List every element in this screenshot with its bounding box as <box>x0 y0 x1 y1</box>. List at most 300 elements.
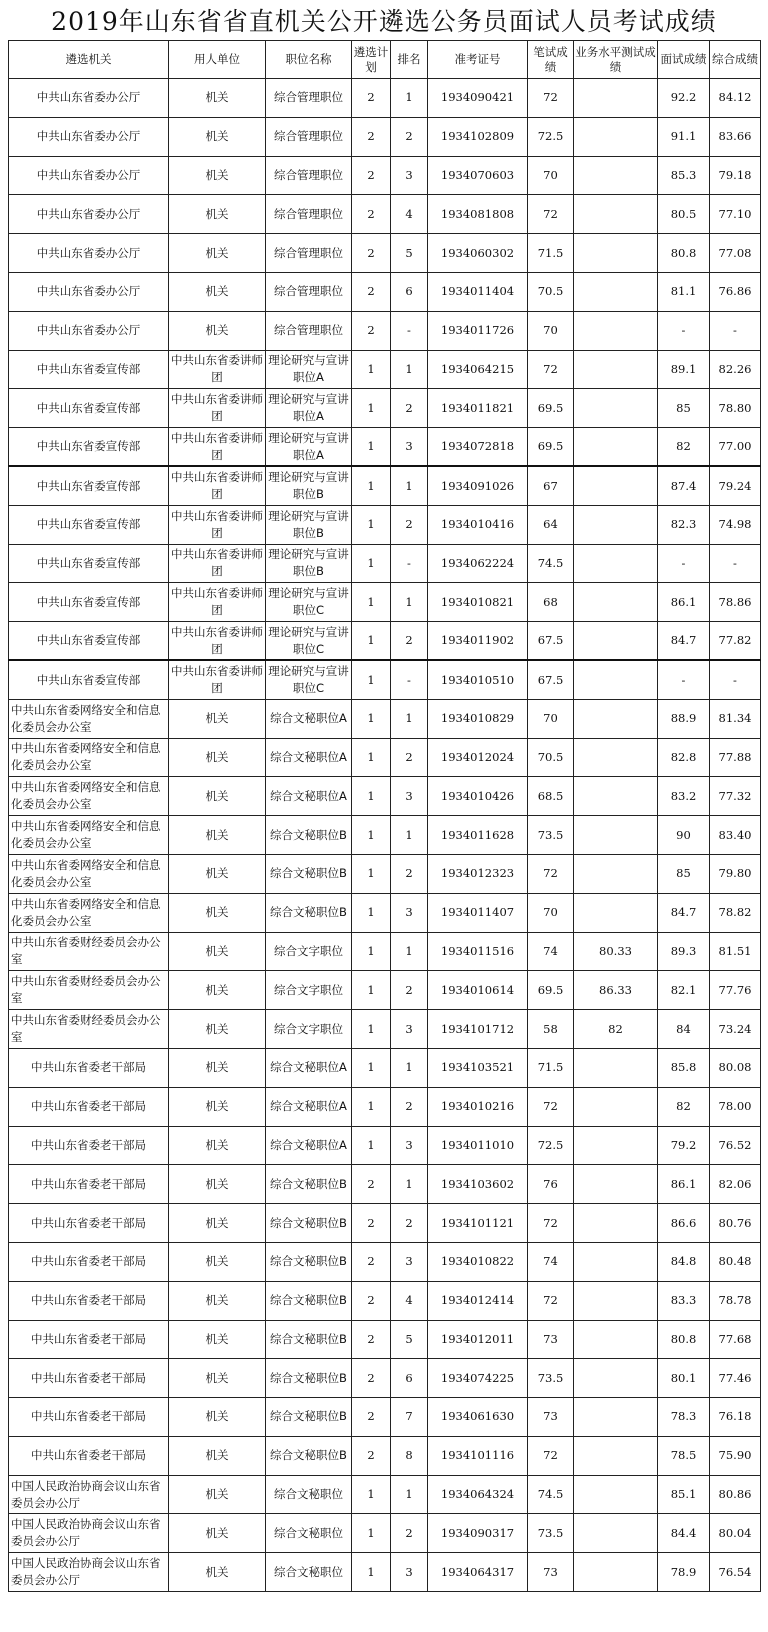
table-row <box>9 932 761 971</box>
ticket-cell: 1934070603 <box>428 156 528 195</box>
plan-cell: 2 <box>352 1281 391 1320</box>
total-score-cell: 77.88 <box>710 738 761 777</box>
written-score-cell: 69.5 <box>528 389 574 428</box>
agency-cell: 中共山东省委宣传部 <box>9 660 169 699</box>
ticket-cell: 1934102809 <box>428 117 528 156</box>
col-header: 遴选计划 <box>352 41 391 79</box>
skill-test-cell <box>574 699 658 738</box>
rank-cell: 1 <box>391 1475 428 1514</box>
interview-score-cell: 84.7 <box>658 893 710 932</box>
unit-cell: 机关 <box>169 1010 266 1049</box>
total-score-cell: 78.78 <box>710 1281 761 1320</box>
interview-score-cell: 84 <box>658 1010 710 1049</box>
ticket-cell: 1934010216 <box>428 1087 528 1126</box>
ticket-cell: 1934101116 <box>428 1436 528 1475</box>
unit-cell: 机关 <box>169 195 266 234</box>
position-cell: 综合文秘职位 <box>266 1475 352 1514</box>
position-cell: 综合文秘职位B <box>266 893 352 932</box>
interview-score-cell: 86.1 <box>658 1165 710 1204</box>
agency-cell: 中共山东省委办公厅 <box>9 311 169 350</box>
position-cell: 综合文秘职位B <box>266 1204 352 1243</box>
written-score-cell: 70 <box>528 156 574 195</box>
unit-cell: 机关 <box>169 1320 266 1359</box>
skill-test-cell <box>574 1359 658 1398</box>
agency-cell: 中共山东省委老干部局 <box>9 1359 169 1398</box>
written-score-cell: 68 <box>528 583 574 622</box>
written-score-cell: 70 <box>528 893 574 932</box>
total-score-cell: - <box>710 544 761 583</box>
written-score-cell: 68.5 <box>528 777 574 816</box>
table-row <box>9 1204 761 1243</box>
agency-cell: 中共山东省委网络安全和信息化委员会办公室 <box>9 816 169 855</box>
col-header: 综合成绩 <box>710 41 761 79</box>
rank-cell: 2 <box>391 389 428 428</box>
written-score-cell: 70.5 <box>528 272 574 311</box>
written-score-cell: 73 <box>528 1320 574 1359</box>
interview-score-cell: 89.1 <box>658 350 710 389</box>
skill-test-cell <box>574 156 658 195</box>
table-row <box>9 389 761 428</box>
total-score-cell: 76.18 <box>710 1398 761 1437</box>
ticket-cell: 1934010821 <box>428 583 528 622</box>
total-score-cell: 81.51 <box>710 932 761 971</box>
plan-cell: 1 <box>352 777 391 816</box>
rank-cell: - <box>391 311 428 350</box>
skill-test-cell <box>574 466 658 505</box>
written-score-cell: 72 <box>528 1281 574 1320</box>
plan-cell: 1 <box>352 1048 391 1087</box>
ticket-cell: 1934011628 <box>428 816 528 855</box>
agency-cell: 中共山东省委办公厅 <box>9 117 169 156</box>
position-cell: 综合文秘职位A <box>266 777 352 816</box>
agency-cell: 中共山东省委网络安全和信息化委员会办公室 <box>9 738 169 777</box>
rank-cell: 1 <box>391 816 428 855</box>
ticket-cell: 1934011010 <box>428 1126 528 1165</box>
ticket-cell: 1934010416 <box>428 505 528 544</box>
position-cell: 综合文秘职位B <box>266 1436 352 1475</box>
skill-test-cell <box>574 505 658 544</box>
position-cell: 综合管理职位 <box>266 234 352 273</box>
col-header: 用人单位 <box>169 41 266 79</box>
interview-score-cell: 91.1 <box>658 117 710 156</box>
written-score-cell: 72 <box>528 350 574 389</box>
ticket-cell: 1934103602 <box>428 1165 528 1204</box>
agency-cell: 中共山东省委老干部局 <box>9 1320 169 1359</box>
agency-cell: 中共山东省委办公厅 <box>9 156 169 195</box>
rank-cell: 3 <box>391 1553 428 1592</box>
rank-cell: 1 <box>391 1165 428 1204</box>
unit-cell: 中共山东省委讲师团 <box>169 544 266 583</box>
rank-cell: 8 <box>391 1436 428 1475</box>
total-score-cell: 77.76 <box>710 971 761 1010</box>
position-cell: 综合管理职位 <box>266 272 352 311</box>
interview-score-cell: 82.3 <box>658 505 710 544</box>
written-score-cell: 67.5 <box>528 622 574 661</box>
table-row <box>9 544 761 583</box>
rank-cell: 3 <box>391 1242 428 1281</box>
total-score-cell: 79.24 <box>710 466 761 505</box>
written-score-cell: 69.5 <box>528 428 574 467</box>
table-row <box>9 1126 761 1165</box>
table-row <box>9 583 761 622</box>
total-score-cell: 77.68 <box>710 1320 761 1359</box>
written-score-cell: 72.5 <box>528 1126 574 1165</box>
plan-cell: 1 <box>352 1553 391 1592</box>
ticket-cell: 1934011902 <box>428 622 528 661</box>
total-score-cell: 79.18 <box>710 156 761 195</box>
interview-score-cell: 80.5 <box>658 195 710 234</box>
table-row <box>9 1553 761 1592</box>
plan-cell: 1 <box>352 466 391 505</box>
total-score-cell: 80.04 <box>710 1514 761 1553</box>
total-score-cell: 83.40 <box>710 816 761 855</box>
unit-cell: 机关 <box>169 854 266 893</box>
table-row <box>9 79 761 118</box>
table-row <box>9 1087 761 1126</box>
interview-score-cell: 86.1 <box>658 583 710 622</box>
ticket-cell: 1934103521 <box>428 1048 528 1087</box>
position-cell: 综合文秘职位A <box>266 738 352 777</box>
written-score-cell: 74 <box>528 1242 574 1281</box>
rank-cell: 2 <box>391 1087 428 1126</box>
interview-score-cell: 82 <box>658 428 710 467</box>
agency-cell: 中共山东省委网络安全和信息化委员会办公室 <box>9 699 169 738</box>
skill-test-cell <box>574 738 658 777</box>
total-score-cell: 76.86 <box>710 272 761 311</box>
position-cell: 综合文秘职位B <box>266 816 352 855</box>
table-row <box>9 350 761 389</box>
plan-cell: 2 <box>352 117 391 156</box>
interview-score-cell: 82.1 <box>658 971 710 1010</box>
total-score-cell: 77.32 <box>710 777 761 816</box>
plan-cell: 1 <box>352 971 391 1010</box>
col-header: 遴选机关 <box>9 41 169 79</box>
skill-test-cell: 80.33 <box>574 932 658 971</box>
ticket-cell: 1934012323 <box>428 854 528 893</box>
interview-score-cell: 85.8 <box>658 1048 710 1087</box>
rank-cell: 2 <box>391 505 428 544</box>
rank-cell: 1 <box>391 583 428 622</box>
plan-cell: 1 <box>352 854 391 893</box>
agency-cell: 中共山东省委宣传部 <box>9 466 169 505</box>
interview-score-cell: 84.7 <box>658 622 710 661</box>
skill-test-cell <box>574 893 658 932</box>
plan-cell: 1 <box>352 932 391 971</box>
total-score-cell: 80.76 <box>710 1204 761 1243</box>
plan-cell: 1 <box>352 350 391 389</box>
written-score-cell: 70.5 <box>528 738 574 777</box>
total-score-cell: - <box>710 311 761 350</box>
table-row <box>9 1242 761 1281</box>
table-row <box>9 272 761 311</box>
ticket-cell: 1934011404 <box>428 272 528 311</box>
position-cell: 综合管理职位 <box>266 195 352 234</box>
ticket-cell: 1934074225 <box>428 1359 528 1398</box>
col-header: 排名 <box>391 41 428 79</box>
position-cell: 理论研究与宣讲职位B <box>266 505 352 544</box>
written-score-cell: 67.5 <box>528 660 574 699</box>
total-score-cell: 82.06 <box>710 1165 761 1204</box>
ticket-cell: 1934011516 <box>428 932 528 971</box>
written-score-cell: 72.5 <box>528 117 574 156</box>
position-cell: 综合管理职位 <box>266 311 352 350</box>
written-score-cell: 72 <box>528 854 574 893</box>
scores-table <box>8 40 761 1592</box>
unit-cell: 中共山东省委讲师团 <box>169 389 266 428</box>
agency-cell: 中共山东省委老干部局 <box>9 1436 169 1475</box>
written-score-cell: 76 <box>528 1165 574 1204</box>
plan-cell: 2 <box>352 311 391 350</box>
rank-cell: 1 <box>391 1048 428 1087</box>
total-score-cell: 77.46 <box>710 1359 761 1398</box>
written-score-cell: 74.5 <box>528 1475 574 1514</box>
skill-test-cell <box>574 854 658 893</box>
total-score-cell: 82.26 <box>710 350 761 389</box>
written-score-cell: 74 <box>528 932 574 971</box>
plan-cell: 1 <box>352 738 391 777</box>
table-row <box>9 1514 761 1553</box>
total-score-cell: 77.10 <box>710 195 761 234</box>
plan-cell: 2 <box>352 195 391 234</box>
plan-cell: 2 <box>352 1436 391 1475</box>
plan-cell: 2 <box>352 1204 391 1243</box>
position-cell: 综合文秘职位 <box>266 1514 352 1553</box>
written-score-cell: 73.5 <box>528 1359 574 1398</box>
plan-cell: 2 <box>352 79 391 118</box>
plan-cell: 1 <box>352 1514 391 1553</box>
unit-cell: 中共山东省委讲师团 <box>169 660 266 699</box>
skill-test-cell <box>574 1242 658 1281</box>
plan-cell: 1 <box>352 389 391 428</box>
total-score-cell: 77.08 <box>710 234 761 273</box>
skill-test-cell <box>574 777 658 816</box>
ticket-cell: 1934081808 <box>428 195 528 234</box>
rank-cell: 2 <box>391 1514 428 1553</box>
col-header: 业务水平测试成绩 <box>574 41 658 79</box>
unit-cell: 机关 <box>169 311 266 350</box>
total-score-cell: 76.54 <box>710 1553 761 1592</box>
ticket-cell: 1934010426 <box>428 777 528 816</box>
total-score-cell: 75.90 <box>710 1436 761 1475</box>
position-cell: 综合文秘职位A <box>266 1087 352 1126</box>
ticket-cell: 1934091026 <box>428 466 528 505</box>
agency-cell: 中共山东省委宣传部 <box>9 428 169 467</box>
unit-cell: 机关 <box>169 699 266 738</box>
plan-cell: 2 <box>352 1165 391 1204</box>
unit-cell: 中共山东省委讲师团 <box>169 428 266 467</box>
written-score-cell: 73.5 <box>528 816 574 855</box>
agency-cell: 中共山东省委财经委员会办公室 <box>9 1010 169 1049</box>
total-score-cell: 84.12 <box>710 79 761 118</box>
unit-cell: 机关 <box>169 79 266 118</box>
position-cell: 综合文秘职位B <box>266 854 352 893</box>
written-score-cell: 71.5 <box>528 234 574 273</box>
position-cell: 理论研究与宣讲职位A <box>266 350 352 389</box>
rank-cell: 3 <box>391 1126 428 1165</box>
unit-cell: 中共山东省委讲师团 <box>169 350 266 389</box>
skill-test-cell <box>574 1475 658 1514</box>
table-row <box>9 1281 761 1320</box>
position-cell: 综合文秘职位B <box>266 1242 352 1281</box>
interview-score-cell: 90 <box>658 816 710 855</box>
interview-score-cell: 83.2 <box>658 777 710 816</box>
written-score-cell: 73 <box>528 1398 574 1437</box>
table-row <box>9 816 761 855</box>
unit-cell: 机关 <box>169 1436 266 1475</box>
written-score-cell: 72 <box>528 1087 574 1126</box>
position-cell: 理论研究与宣讲职位A <box>266 428 352 467</box>
skill-test-cell <box>574 117 658 156</box>
interview-score-cell: 92.2 <box>658 79 710 118</box>
ticket-cell: 1934011821 <box>428 389 528 428</box>
rank-cell: 1 <box>391 466 428 505</box>
rank-cell: 7 <box>391 1398 428 1437</box>
table-row <box>9 1010 761 1049</box>
unit-cell: 中共山东省委讲师团 <box>169 622 266 661</box>
agency-cell: 中国人民政治协商会议山东省委员会办公厅 <box>9 1475 169 1514</box>
table-row <box>9 738 761 777</box>
total-score-cell: 77.00 <box>710 428 761 467</box>
plan-cell: 2 <box>352 1320 391 1359</box>
unit-cell: 机关 <box>169 1048 266 1087</box>
interview-score-cell: 80.8 <box>658 234 710 273</box>
agency-cell: 中共山东省委网络安全和信息化委员会办公室 <box>9 893 169 932</box>
table-row <box>9 777 761 816</box>
skill-test-cell <box>574 660 658 699</box>
rank-cell: - <box>391 544 428 583</box>
plan-cell: 2 <box>352 272 391 311</box>
rank-cell: 6 <box>391 272 428 311</box>
table-row <box>9 1165 761 1204</box>
table-row <box>9 1320 761 1359</box>
position-cell: 综合文秘职位 <box>266 1553 352 1592</box>
position-cell: 综合文秘职位A <box>266 1126 352 1165</box>
rank-cell: 4 <box>391 1281 428 1320</box>
agency-cell: 中共山东省委老干部局 <box>9 1126 169 1165</box>
position-cell: 综合文秘职位A <box>266 699 352 738</box>
ticket-cell: 1934011726 <box>428 311 528 350</box>
unit-cell: 机关 <box>169 816 266 855</box>
rank-cell: - <box>391 660 428 699</box>
plan-cell: 1 <box>352 660 391 699</box>
position-cell: 理论研究与宣讲职位B <box>266 544 352 583</box>
agency-cell: 中共山东省委老干部局 <box>9 1242 169 1281</box>
interview-score-cell: 89.3 <box>658 932 710 971</box>
position-cell: 综合文秘职位B <box>266 1281 352 1320</box>
skill-test-cell <box>574 195 658 234</box>
agency-cell: 中共山东省委财经委员会办公室 <box>9 971 169 1010</box>
agency-cell: 中共山东省委宣传部 <box>9 350 169 389</box>
unit-cell: 机关 <box>169 1553 266 1592</box>
ticket-cell: 1934010829 <box>428 699 528 738</box>
skill-test-cell <box>574 234 658 273</box>
unit-cell: 机关 <box>169 156 266 195</box>
rank-cell: 6 <box>391 1359 428 1398</box>
ticket-cell: 1934011407 <box>428 893 528 932</box>
total-score-cell: 76.52 <box>710 1126 761 1165</box>
unit-cell: 机关 <box>169 1281 266 1320</box>
unit-cell: 机关 <box>169 1126 266 1165</box>
ticket-cell: 1934101712 <box>428 1010 528 1049</box>
skill-test-cell <box>574 622 658 661</box>
skill-test-cell <box>574 272 658 311</box>
agency-cell: 中共山东省委网络安全和信息化委员会办公室 <box>9 854 169 893</box>
skill-test-cell <box>574 816 658 855</box>
position-cell: 综合文秘职位B <box>266 1398 352 1437</box>
ticket-cell: 1934064324 <box>428 1475 528 1514</box>
skill-test-cell: 86.33 <box>574 971 658 1010</box>
interview-score-cell: 78.5 <box>658 1436 710 1475</box>
unit-cell: 中共山东省委讲师团 <box>169 466 266 505</box>
unit-cell: 机关 <box>169 777 266 816</box>
header-row <box>9 41 761 79</box>
skill-test-cell <box>574 1087 658 1126</box>
ticket-cell: 1934010614 <box>428 971 528 1010</box>
written-score-cell: 73.5 <box>528 1514 574 1553</box>
table-row <box>9 156 761 195</box>
unit-cell: 机关 <box>169 1165 266 1204</box>
rank-cell: 2 <box>391 738 428 777</box>
written-score-cell: 64 <box>528 505 574 544</box>
interview-score-cell: 80.1 <box>658 1359 710 1398</box>
total-score-cell: 79.80 <box>710 854 761 893</box>
interview-score-cell: 80.8 <box>658 1320 710 1359</box>
skill-test-cell <box>574 389 658 428</box>
unit-cell: 机关 <box>169 932 266 971</box>
interview-score-cell: - <box>658 544 710 583</box>
total-score-cell: 78.00 <box>710 1087 761 1126</box>
skill-test-cell <box>574 350 658 389</box>
unit-cell: 机关 <box>169 1204 266 1243</box>
position-cell: 理论研究与宣讲职位C <box>266 583 352 622</box>
table-row <box>9 1048 761 1087</box>
written-score-cell: 58 <box>528 1010 574 1049</box>
interview-score-cell: 81.1 <box>658 272 710 311</box>
written-score-cell: 72 <box>528 1204 574 1243</box>
table-row <box>9 893 761 932</box>
ticket-cell: 1934101121 <box>428 1204 528 1243</box>
table-row <box>9 1359 761 1398</box>
agency-cell: 中共山东省委老干部局 <box>9 1048 169 1087</box>
skill-test-cell <box>574 1398 658 1437</box>
total-score-cell: - <box>710 660 761 699</box>
unit-cell: 机关 <box>169 738 266 777</box>
table-row <box>9 660 761 699</box>
written-score-cell: 74.5 <box>528 544 574 583</box>
agency-cell: 中共山东省委办公厅 <box>9 79 169 118</box>
table-row <box>9 971 761 1010</box>
unit-cell: 机关 <box>169 1398 266 1437</box>
unit-cell: 机关 <box>169 1242 266 1281</box>
table-row <box>9 854 761 893</box>
plan-cell: 2 <box>352 156 391 195</box>
total-score-cell: 81.34 <box>710 699 761 738</box>
table-row <box>9 311 761 350</box>
table-row <box>9 428 761 467</box>
interview-score-cell: - <box>658 660 710 699</box>
rank-cell: 1 <box>391 350 428 389</box>
rank-cell: 2 <box>391 854 428 893</box>
position-cell: 综合管理职位 <box>266 117 352 156</box>
interview-score-cell: 83.3 <box>658 1281 710 1320</box>
rank-cell: 2 <box>391 622 428 661</box>
plan-cell: 1 <box>352 816 391 855</box>
unit-cell: 机关 <box>169 1475 266 1514</box>
skill-test-cell <box>574 544 658 583</box>
interview-score-cell: 78.9 <box>658 1553 710 1592</box>
col-header: 笔试成绩 <box>528 41 574 79</box>
interview-score-cell: 85 <box>658 854 710 893</box>
